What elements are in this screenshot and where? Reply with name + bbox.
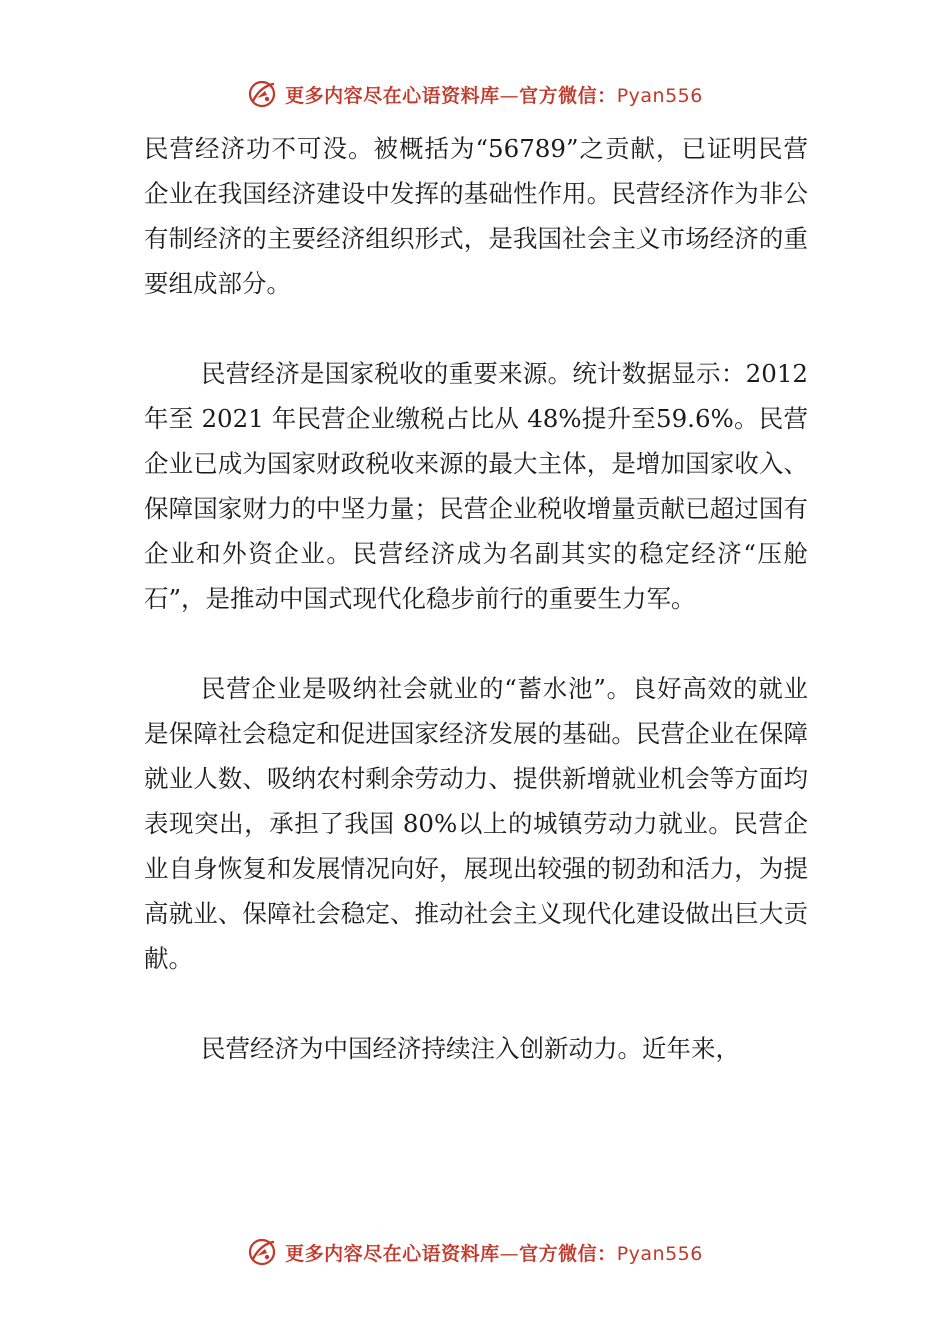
paragraph-3: 民营企业是吸纳社会就业的“蓄水池”。良好高效的就业是保障社会稳定和促进国家经济发展的基础。民营企业在保障就业人数、吸纳农村剩余劳动力、提供新增就业机会等方面均表现突出，承担了我国 80%以上的城镇劳动力就业。民营企业自身恢复和发展情况向好，展现出较强的韧劲和活力，为提高就业、保障社会稳定、推动社会主义现代化建设做出巨大贡献。 [144,674,808,973]
footer-watermark [0,1230,950,1274]
watermark-text: 更多内容尽在心语资料库—官方微信：Pyan556 [285,84,703,107]
library-logo-icon [247,79,277,109]
paragraph-2: 民营经济是国家税收的重要来源。统计数据显示：2012 年至 2021 年民营企业缴税占比从 48%提升至59.6%。民营企业已成为国家财政税收来源的最大主体，是增加国家收入、保障国家财力的中坚力量；民营企业税收增量贡献已超过国有企业和外资企业。民营经济成为名副其实的稳定经济“压舱石”，是推动中国式现代化稳步前行的重要生力军。 [144,359,808,613]
document-body [144,126,808,1071]
library-logo-icon [247,1237,277,1267]
paragraph-4: 民营经济为中国经济持续注入创新动力。近年来， [201,1034,740,1063]
paragraph-1: 民营经济功不可没。被概括为“56789”之贡献，已证明民营企业在我国经济建设中发挥的基础性作用。民营经济作为非公有制经济的主要经济组织形式，是我国社会主义市场经济的重要组成部分。 [144,134,808,298]
header-watermark [0,72,950,116]
watermark-text: 更多内容尽在心语资料库—官方微信：Pyan556 [285,1242,703,1265]
